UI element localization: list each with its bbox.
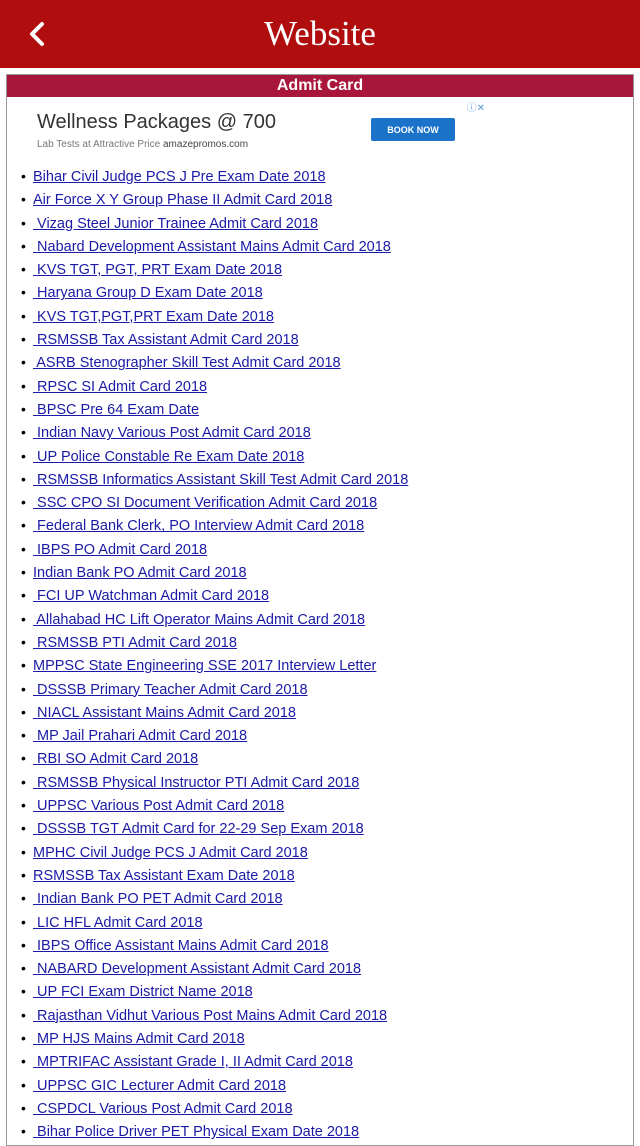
bullet-icon: • xyxy=(21,424,26,441)
bullet-icon: • xyxy=(21,517,26,534)
admit-card-link[interactable]: IBPS PO Admit Card 2018 xyxy=(33,541,208,558)
list-item xyxy=(21,1097,408,1120)
admit-card-link[interactable]: Haryana Group D Exam Date 2018 xyxy=(33,285,263,302)
bullet-icon: • xyxy=(21,1123,26,1140)
ad-domain: amazepromos.com xyxy=(163,139,249,150)
admit-card-link[interactable]: RSMSSB PTI Admit Card 2018 xyxy=(33,634,237,651)
list-item xyxy=(21,258,408,281)
list-item xyxy=(21,584,408,607)
admit-card-link[interactable]: IBPS Office Assistant Mains Admit Card 2018 xyxy=(33,937,329,954)
admit-card-link[interactable]: RBI SO Admit Card 2018 xyxy=(33,751,199,768)
bullet-icon: • xyxy=(21,913,26,930)
bullet-icon: • xyxy=(21,633,26,650)
bullet-icon: • xyxy=(21,890,26,907)
bullet-icon: • xyxy=(21,447,26,464)
admit-card-list xyxy=(21,165,408,1143)
admit-card-link[interactable]: MPPSC State Engineering SSE 2017 Interview Letter xyxy=(33,658,377,675)
bullet-icon: • xyxy=(21,1076,26,1093)
ad-title[interactable]: Wellness Packages @ 700 xyxy=(37,111,276,133)
bullet-icon: • xyxy=(21,354,26,371)
list-item xyxy=(21,468,408,491)
bullet-icon: • xyxy=(21,1099,26,1116)
adchoices-icon[interactable]: ⓘ✕ xyxy=(466,103,485,114)
admit-card-link[interactable]: NABARD Development Assistant Admit Card 2018 xyxy=(33,961,362,978)
list-item xyxy=(21,445,408,468)
list-item xyxy=(21,328,408,351)
book-now-button[interactable]: BOOK NOW xyxy=(371,118,455,141)
admit-card-link[interactable]: Federal Bank Clerk, PO Interview Admit Card 2018 xyxy=(33,518,365,535)
bullet-icon: • xyxy=(21,377,26,394)
admit-card-link[interactable]: MPTRIFAC Assistant Grade I, II Admit Card 2018 xyxy=(33,1054,353,1071)
list-item xyxy=(21,608,408,631)
list-item xyxy=(21,514,408,537)
admit-card-link[interactable]: LIC HFL Admit Card 2018 xyxy=(33,914,203,931)
admit-card-link[interactable]: Rajasthan Vidhut Various Post Mains Admit Card 2018 xyxy=(33,1007,388,1024)
list-item xyxy=(21,864,408,887)
bullet-icon: • xyxy=(21,610,26,627)
list-item xyxy=(21,491,408,514)
admit-card-link[interactable]: Bihar Police Driver PET Physical Exam Date 2018 xyxy=(33,1124,360,1141)
list-item xyxy=(21,538,408,561)
list-item xyxy=(21,281,408,304)
bullet-icon: • xyxy=(21,331,26,348)
list-item xyxy=(21,678,408,701)
admit-card-link[interactable]: Indian Bank PO PET Admit Card 2018 xyxy=(33,891,283,908)
list-item xyxy=(21,165,408,188)
bullet-icon: • xyxy=(21,564,26,581)
list-item xyxy=(21,188,408,211)
bullet-icon: • xyxy=(21,820,26,837)
admit-card-link[interactable]: Allahabad HC Lift Operator Mains Admit Card 2018 xyxy=(33,611,366,628)
list-item xyxy=(21,771,408,794)
list-item xyxy=(21,235,408,258)
list-item xyxy=(21,724,408,747)
list-item xyxy=(21,212,408,235)
bullet-icon: • xyxy=(21,587,26,604)
list-item xyxy=(21,934,408,957)
list-item xyxy=(21,887,408,910)
admit-card-link[interactable]: RPSC SI Admit Card 2018 xyxy=(33,378,208,395)
ad-subtitle xyxy=(37,139,248,150)
admit-card-link[interactable]: MPHC Civil Judge PCS J Admit Card 2018 xyxy=(33,844,308,861)
admit-card-link[interactable]: RSMSSB Tax Assistant Exam Date 2018 xyxy=(33,867,295,884)
bullet-icon: • xyxy=(21,284,26,301)
bullet-icon: • xyxy=(21,797,26,814)
admit-card-link[interactable]: UPPSC GIC Lecturer Admit Card 2018 xyxy=(33,1077,287,1094)
bullet-icon: • xyxy=(21,936,26,953)
bullet-icon: • xyxy=(21,494,26,511)
list-item xyxy=(21,1027,408,1050)
admit-card-link[interactable]: MP HJS Mains Admit Card 2018 xyxy=(33,1030,245,1047)
list-item xyxy=(21,841,408,864)
list-item xyxy=(21,561,408,584)
bullet-icon: • xyxy=(21,983,26,1000)
admit-card-link[interactable]: NIACL Assistant Mains Admit Card 2018 xyxy=(33,704,296,721)
list-item xyxy=(21,980,408,1003)
list-item xyxy=(21,631,408,654)
admit-card-link[interactable]: RSMSSB Tax Assistant Admit Card 2018 xyxy=(33,332,299,349)
list-item xyxy=(21,747,408,770)
admit-card-link[interactable]: Nabard Development Assistant Mains Admit Card 2018 xyxy=(33,238,391,255)
admit-card-link[interactable]: RSMSSB Informatics Assistant Skill Test Admit Card 2018 xyxy=(33,471,409,488)
page-title: Website xyxy=(264,14,376,53)
admit-card-link[interactable]: MP Jail Prahari Admit Card 2018 xyxy=(33,728,248,745)
bullet-icon: • xyxy=(21,214,26,231)
admit-card-link[interactable]: UPPSC Various Post Admit Card 2018 xyxy=(33,798,285,815)
admit-card-link[interactable]: UP Police Constable Re Exam Date 2018 xyxy=(33,448,305,465)
bullet-icon: • xyxy=(21,191,26,208)
bullet-icon: • xyxy=(21,773,26,790)
list-item xyxy=(21,794,408,817)
ad-banner[interactable] xyxy=(37,99,487,155)
list-item xyxy=(21,1050,408,1073)
admit-card-link[interactable]: KVS TGT, PGT, PRT Exam Date 2018 xyxy=(33,262,283,279)
list-item xyxy=(21,817,408,840)
admit-card-link[interactable]: DSSSB TGT Admit Card for 22-29 Sep Exam 2018 xyxy=(33,821,364,838)
list-item xyxy=(21,1004,408,1027)
section-title: Admit Card xyxy=(7,75,633,97)
list-item xyxy=(21,701,408,724)
bullet-icon: • xyxy=(21,237,26,254)
admit-card-link[interactable]: DSSSB Primary Teacher Admit Card 2018 xyxy=(33,681,308,698)
bullet-icon: • xyxy=(21,960,26,977)
bullet-icon: • xyxy=(21,168,26,184)
bullet-icon: • xyxy=(21,1053,26,1070)
bullet-icon: • xyxy=(21,470,26,487)
list-item xyxy=(21,398,408,421)
bullet-icon: • xyxy=(21,1029,26,1046)
list-item xyxy=(21,957,408,980)
admit-card-link[interactable]: UP FCI Exam District Name 2018 xyxy=(33,984,253,1001)
bullet-icon: • xyxy=(21,866,26,883)
list-item xyxy=(21,421,408,444)
bullet-icon: • xyxy=(21,1006,26,1023)
bullet-icon: • xyxy=(21,727,26,744)
admit-card-link[interactable]: SSC CPO SI Document Verification Admit Card 2018 xyxy=(33,495,378,512)
admit-card-link[interactable]: KVS TGT,PGT,PRT Exam Date 2018 xyxy=(33,308,274,325)
list-item xyxy=(21,1120,408,1143)
bullet-icon: • xyxy=(21,703,26,720)
bullet-icon: • xyxy=(21,540,26,557)
bullet-icon: • xyxy=(21,307,26,324)
list-item xyxy=(21,375,408,398)
admit-card-link[interactable]: RSMSSB Physical Instructor PTI Admit Card 2018 xyxy=(33,774,360,791)
bullet-icon: • xyxy=(21,750,26,767)
top-bar xyxy=(0,0,640,68)
admit-card-link[interactable]: BPSC Pre 64 Exam Date xyxy=(33,401,200,418)
list-item xyxy=(21,351,408,374)
bullet-icon: • xyxy=(21,843,26,860)
admit-card-panel xyxy=(6,74,634,1146)
admit-card-link[interactable]: Air Force X Y Group Phase II Admit Card 2018 xyxy=(33,192,333,209)
admit-card-link[interactable]: FCI UP Watchman Admit Card 2018 xyxy=(33,588,270,605)
list-item xyxy=(21,911,408,934)
bullet-icon: • xyxy=(21,400,26,417)
list-item xyxy=(21,1074,408,1097)
bullet-icon: • xyxy=(21,657,26,674)
list-item xyxy=(21,305,408,328)
admit-card-link[interactable]: CSPDCL Various Post Admit Card 2018 xyxy=(33,1100,293,1117)
admit-card-link[interactable]: ASRB Stenographer Skill Test Admit Card 2018 xyxy=(33,355,341,372)
bullet-icon: • xyxy=(21,261,26,278)
admit-card-link[interactable]: Indian Navy Various Post Admit Card 2018 xyxy=(33,425,311,442)
admit-card-link[interactable]: Vizag Steel Junior Trainee Admit Card 2018 xyxy=(33,215,319,232)
ad-subtitle-text: Lab Tests at Attractive Price xyxy=(37,139,161,150)
list-item xyxy=(21,654,408,677)
bullet-icon: • xyxy=(21,680,26,697)
admit-card-link[interactable]: Bihar Civil Judge PCS J Pre Exam Date 2018 xyxy=(33,169,326,185)
admit-card-link[interactable]: Indian Bank PO Admit Card 2018 xyxy=(33,565,247,582)
